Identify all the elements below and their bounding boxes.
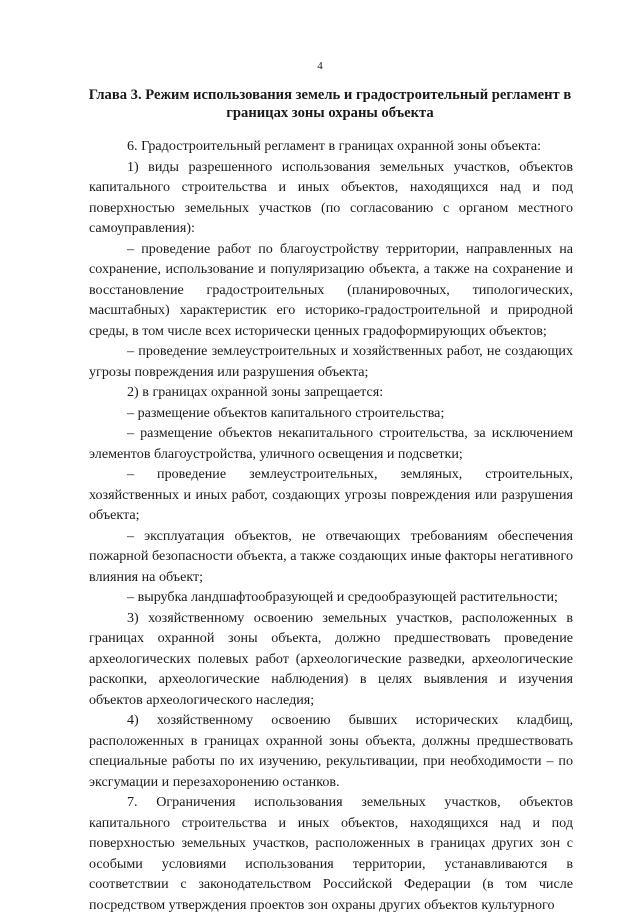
page-number: 4	[317, 60, 323, 72]
paragraph: – проведение землеустроительных и хозяйственных работ, не создающих угрозы повреждения или разрушения объекта;	[89, 343, 573, 380]
paragraph: – вырубка ландшафтообразующей и средообразующей растительности;	[127, 589, 558, 605]
paragraph: – проведение работ по благоустройству территории, направленных на сохранение, использование и популяризацию объекта, а также на сохранение и восстановление градостроительных (планировочных, типологических, масштабных) характеристик его историко-градостроительной и природной среды, в том числе всех исторически ценных градоформирующих объектов;	[89, 240, 573, 339]
paragraph: 4) хозяйственному освоению бывших исторических кладбищ, расположенных в границах охранной зоны объекта, должны предшествовать специальные работы по их изучению, рекультивации, при необходимости – по эксгумации и перезахоронению останков.	[89, 712, 573, 790]
paragraph: 1) виды разрешенного использования земельных участков, объектов капитального строительства и иных объектов, находящихся над и под поверхностью земельных участков (по согласованию с органом местного самоуправления):	[89, 158, 573, 236]
paragraph: – размещение объектов капитального строительства;	[127, 404, 445, 421]
paragraph: 6. Градостроительный регламент в границах охранной зоны объекта:	[127, 138, 542, 154]
paragraph: – размещение объектов некапитального строительства, за исключением элементов благоустройства, уличного освещения и подсветки;	[89, 425, 573, 462]
paragraph: 2) в границах охранной зоны запрещается:	[127, 384, 384, 400]
paragraph: 7. Ограничения использования земельных участков, объектов капитального строительства и иных объектов, находящихся над и под поверхностью земельных участков, расположенных в границах других зон с особыми условиями использования территории, устанавливаются в соответствии с законодательством Российской Федерации (в том числе посредством утверждения проектов зон охраны других объектов культурного	[89, 794, 573, 913]
paragraph: – проведение землеустроительных, земляных, строительных, хозяйственных и иных работ, создающих угрозы повреждения или разрушения объекта;	[89, 466, 573, 523]
paragraph: – эксплуатация объектов, не отвечающих требованиям обеспечения пожарной безопасности объекта, а также создающих иные факторы негативного влияния на объект;	[89, 527, 573, 585]
document-body	[89, 136, 573, 915]
chapter-heading: Глава 3. Режим использования земель и градостроительный регламент в границах зоны охраны объекта	[88, 87, 572, 121]
paragraph: 3) хозяйственному освоению земельных участков, расположенных в границах охранной зоны объекта, должно предшествовать проведение археологических полевых работ (археологические разведки, археологические раскопки, археологические наблюдения) в целях выявления и изучения объектов археологического наследия;	[89, 609, 573, 708]
